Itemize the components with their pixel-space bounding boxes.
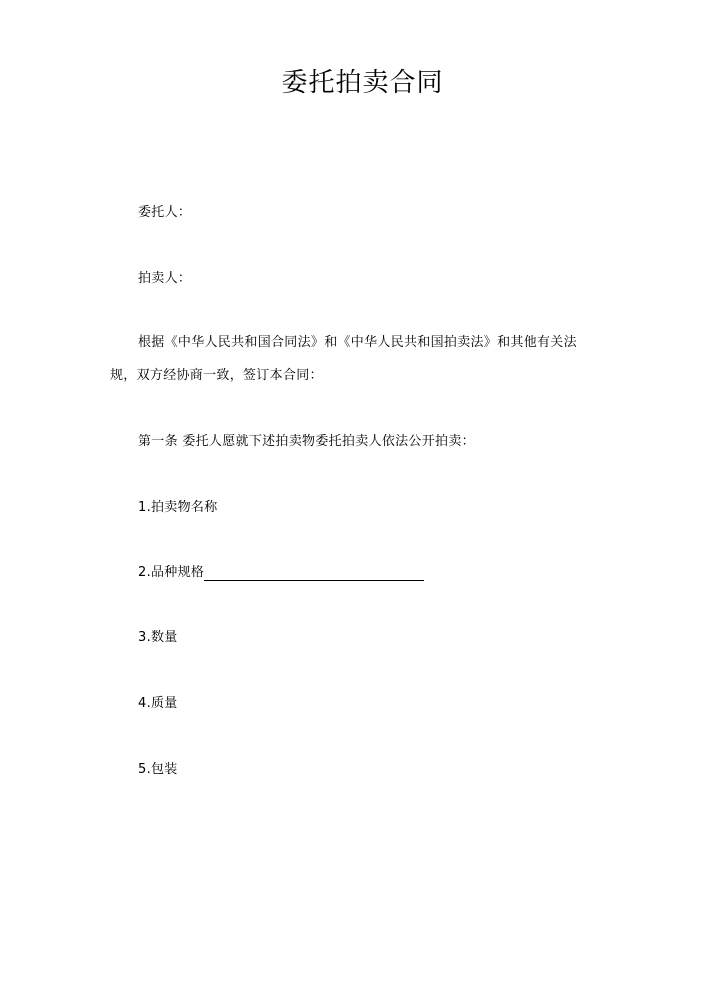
article-1: 第一条 委托人愿就下述拍卖物委托拍卖人依法公开拍卖： (138, 434, 475, 449)
item-packaging: 5.包装 (138, 762, 178, 777)
preamble-line-2: 规，双方经协商一致，签订本合同： (110, 368, 323, 383)
item-spec-label: 2.品种规格 (138, 565, 205, 580)
item-spec (138, 565, 424, 581)
spec-fill-blank[interactable] (204, 567, 424, 581)
item-quality: 4.质量 (138, 696, 178, 711)
client-label: 委托人： (138, 205, 192, 220)
document-title: 委托拍卖合同 (281, 68, 444, 98)
item-quantity: 3.数量 (138, 630, 178, 645)
item-name: 1.拍卖物名称 (138, 500, 218, 515)
preamble-line-1: 根据《中华人民共和国合同法》和《中华人民共和国拍卖法》和其他有关法 (138, 335, 577, 350)
auctioneer-label: 拍卖人： (138, 271, 192, 286)
